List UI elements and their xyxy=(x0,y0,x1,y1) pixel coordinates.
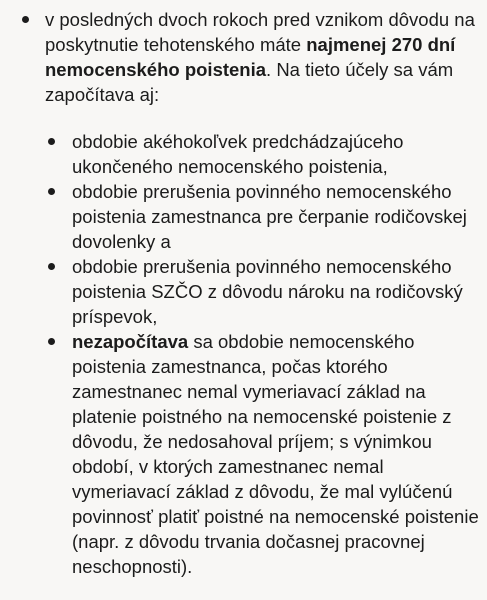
bullet-icon xyxy=(22,16,29,23)
list-item-main xyxy=(45,7,480,107)
sub-list-item xyxy=(72,329,480,579)
sub-list-item xyxy=(72,254,480,329)
bullet-icon xyxy=(48,338,55,345)
sub-item-text: obdobie akéhokoľvek predchádzajúceho ukončeného nemocenského poistenia, xyxy=(72,131,404,177)
sub-list xyxy=(72,129,480,579)
sub-list-item xyxy=(72,179,480,254)
main-text-after: . Na tieto účely sa vám započítava aj: xyxy=(45,59,454,105)
sub-item-text: obdobie prerušenia povinného nemocenského poistenia SZČO z dôvodu nároku na rodičovský príspevok, xyxy=(72,256,463,327)
sub-item-text: obdobie prerušenia povinného nemocenského poistenia zamestnanca pre čerpanie rodičovskej dovolenky a xyxy=(72,181,467,252)
list-item-text xyxy=(45,7,480,107)
sub-item-rest: sa obdobie nemocenského poistenia zamestnanca, počas ktorého zamestnanec nemal vymeriavací základ na platenie poistného na nemocenské poistenie z dôvodu, že nedosahoval príjem; s výnimkou období, v ktorých zamestnanec nemal vymeriavací základ z dôvodu, že mal vylúčenú povinnosť platiť poistné na nemocenské poistenie (napr. z dôvodu trvania dočasnej pracovnej neschopnosti). xyxy=(72,331,479,577)
bullet-icon xyxy=(48,188,55,195)
main-text-before: v posledných dvoch rokoch pred vznikom dôvodu na poskytnutie tehotenského máte xyxy=(45,9,475,55)
bullet-icon xyxy=(48,138,55,145)
main-text-bold: najmenej 270 dní nemocenského poistenia xyxy=(45,34,456,80)
bullet-icon xyxy=(48,263,55,270)
sub-list-item xyxy=(72,129,480,179)
sub-item-text xyxy=(72,329,480,579)
sub-item-bold: nezapočítava xyxy=(72,331,189,352)
